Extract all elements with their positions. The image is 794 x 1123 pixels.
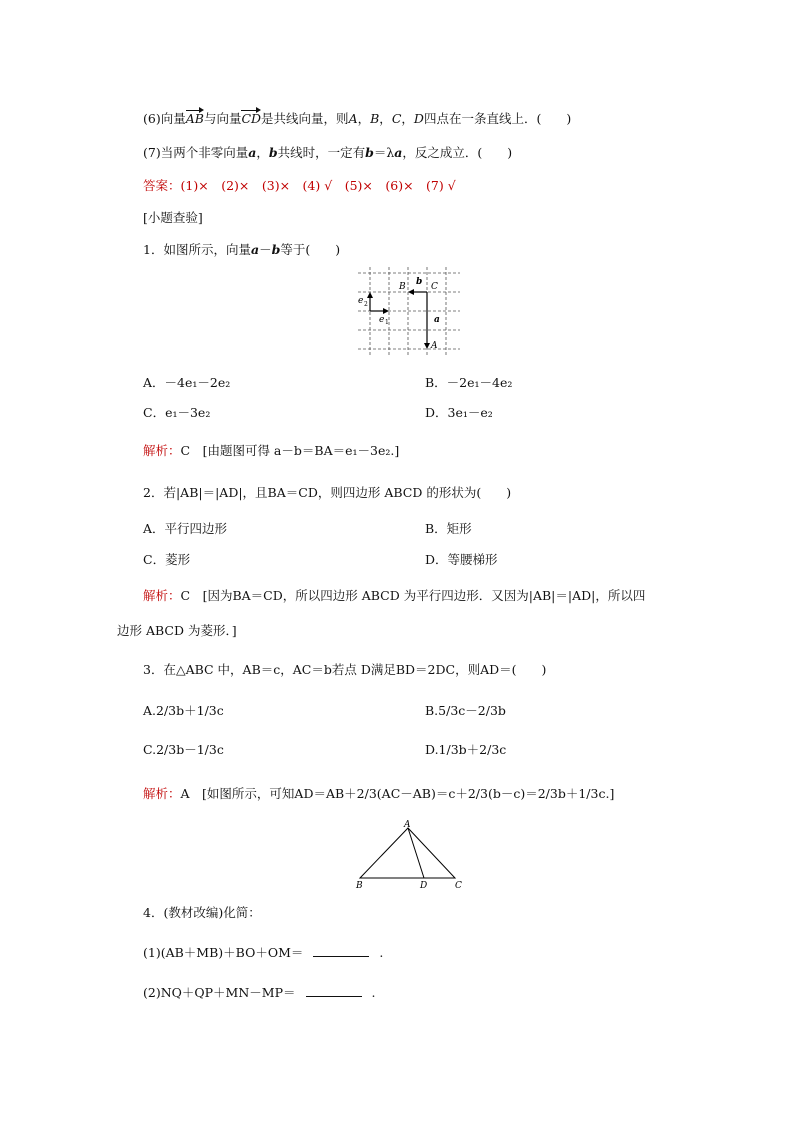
p2-solution-line2: 边形 ABCD 为菱形．] xyxy=(117,623,237,638)
p1-option-d[interactable]: D．3e₁－e₂ xyxy=(425,405,493,420)
p3-triangle-figure xyxy=(352,818,472,892)
q6-pre: (6)向量 xyxy=(143,111,186,126)
p2-sol-label: 解析： xyxy=(143,588,181,603)
q6-mid: 与向量 xyxy=(203,111,242,126)
p1-grid-figure xyxy=(355,265,465,360)
q7-var-b2: b xyxy=(365,145,374,160)
p3-option-c[interactable]: C.2/3b－1/3c xyxy=(143,742,224,757)
q7-var-a: a xyxy=(248,145,257,160)
p3-option-d[interactable]: D.1/3b＋2/3c xyxy=(425,742,507,757)
answer-text: (1)× (2)× (3)× (4) √ (5)× (6)× (7) √ xyxy=(180,178,456,193)
p4-q2-text: (2)NQ＋QP＋MN－MP＝ xyxy=(143,985,296,1000)
point-c: C xyxy=(391,111,402,126)
p4-q1 xyxy=(143,945,383,961)
p3-sol-text: A [如图所示，可知AD＝AB＋2/3(AC－AB)＝c＋2/3(b－c)＝2/3b＋1/3c.] xyxy=(180,786,615,801)
p1-option-b[interactable]: B．－2e₁－4e₂ xyxy=(425,375,513,390)
p3-option-a[interactable]: A.2/3b＋1/3c xyxy=(143,703,224,718)
p1-option-a[interactable]: A．－4e₁－2e₂ xyxy=(143,375,231,390)
q7-eq: ＝λ xyxy=(373,145,395,160)
p4-q1-blank[interactable] xyxy=(313,956,369,957)
p2-solution-line1 xyxy=(143,588,645,604)
q7-mid: 共线时，一定有 xyxy=(277,145,366,160)
p1-var-b: b xyxy=(271,242,281,257)
p1-stem-pre: 1．如图所示，向量 xyxy=(143,242,251,257)
p1-stem xyxy=(143,242,340,258)
e2-label: e xyxy=(358,296,364,306)
q7-line xyxy=(143,145,512,161)
p1-sol-label: 解析： xyxy=(143,443,181,458)
point-d: D xyxy=(413,111,424,126)
p2-sol-text1: C [因为BA＝CD，所以四边形 ABCD 为平行四边形．又因为|AB|＝|AD|，所以四 xyxy=(180,588,646,603)
section-heading: [小题查验] xyxy=(143,210,203,225)
p2-option-a[interactable]: A．平行四边形 xyxy=(143,521,228,536)
p1-option-c[interactable]: C．e₁－3e₂ xyxy=(143,405,211,420)
q7-comma: ， xyxy=(256,145,269,160)
p1-solution xyxy=(143,443,399,459)
p4-q2-blank[interactable] xyxy=(306,996,362,997)
p2-option-c[interactable]: C．菱形 xyxy=(143,552,191,567)
p4-q1-dot: . xyxy=(379,945,384,960)
p3-solution xyxy=(143,786,614,802)
p4-stem: 4．(教材改编)化简： xyxy=(143,905,261,920)
label-a-vector: a xyxy=(434,315,440,325)
p1-minus: － xyxy=(259,242,272,257)
vector-ab: AB xyxy=(186,108,204,127)
point-a: A xyxy=(348,111,358,126)
triangle-label-d: D xyxy=(420,881,428,891)
q7-var-b: b xyxy=(268,145,278,160)
e1-label: e xyxy=(379,315,385,325)
p2-option-d[interactable]: D．等腰梯形 xyxy=(425,552,498,567)
p3-sol-label: 解析： xyxy=(143,786,181,801)
q6-post: 是共线向量，则 xyxy=(261,111,349,126)
label-c-point: C xyxy=(431,282,438,292)
q7-var-a2: a xyxy=(394,145,403,160)
p2-stem: 2．若|AB|＝|AD|，且BA＝CD，则四边形 ABCD 的形状为( ) xyxy=(143,485,512,500)
p1-sol-text: C [由题图可得 a－b＝BA＝e₁－3e₂.] xyxy=(180,443,400,458)
label-a-point: A xyxy=(431,341,438,351)
p4-q1-text: (1)(AB＋MB)＋BO＋OM＝ xyxy=(143,945,304,960)
label-b-vector: b xyxy=(416,277,423,287)
q7-pre: (7)当两个非零向量 xyxy=(143,145,249,160)
p4-q2-dot: . xyxy=(371,985,376,1000)
triangle-label-a: A xyxy=(404,820,411,830)
answer-line xyxy=(143,178,456,194)
p3-stem: 3．在△ABC 中，AB＝c，AC＝b若点 D满足BD＝2DC，则AD＝( ) xyxy=(143,662,547,677)
p1-var-a: a xyxy=(250,242,260,257)
p1-stem-post: 等于( ) xyxy=(280,242,341,257)
p3-option-b[interactable]: B.5/3c－2/3b xyxy=(425,703,506,718)
label-b-point: B xyxy=(399,282,406,292)
point-b: B xyxy=(370,111,380,126)
e1-sub: 1 xyxy=(385,319,389,326)
q7-tail: ，反之成立．( ) xyxy=(402,145,513,160)
p4-q2 xyxy=(143,985,375,1001)
e2-sub: 2 xyxy=(364,301,368,308)
q6-tail: 四点在一条直线上．( ) xyxy=(423,111,572,126)
triangle-label-c: C xyxy=(455,881,462,891)
vector-cd: CD xyxy=(241,108,261,127)
answer-label: 答案： xyxy=(143,178,181,193)
p2-option-b[interactable]: B．矩形 xyxy=(425,521,472,536)
q6-line: (6)向量AB与向量CD是共线向量，则A，B，C，D四点在一条直线上．( ) xyxy=(143,108,571,127)
triangle-label-b: B xyxy=(356,881,363,891)
